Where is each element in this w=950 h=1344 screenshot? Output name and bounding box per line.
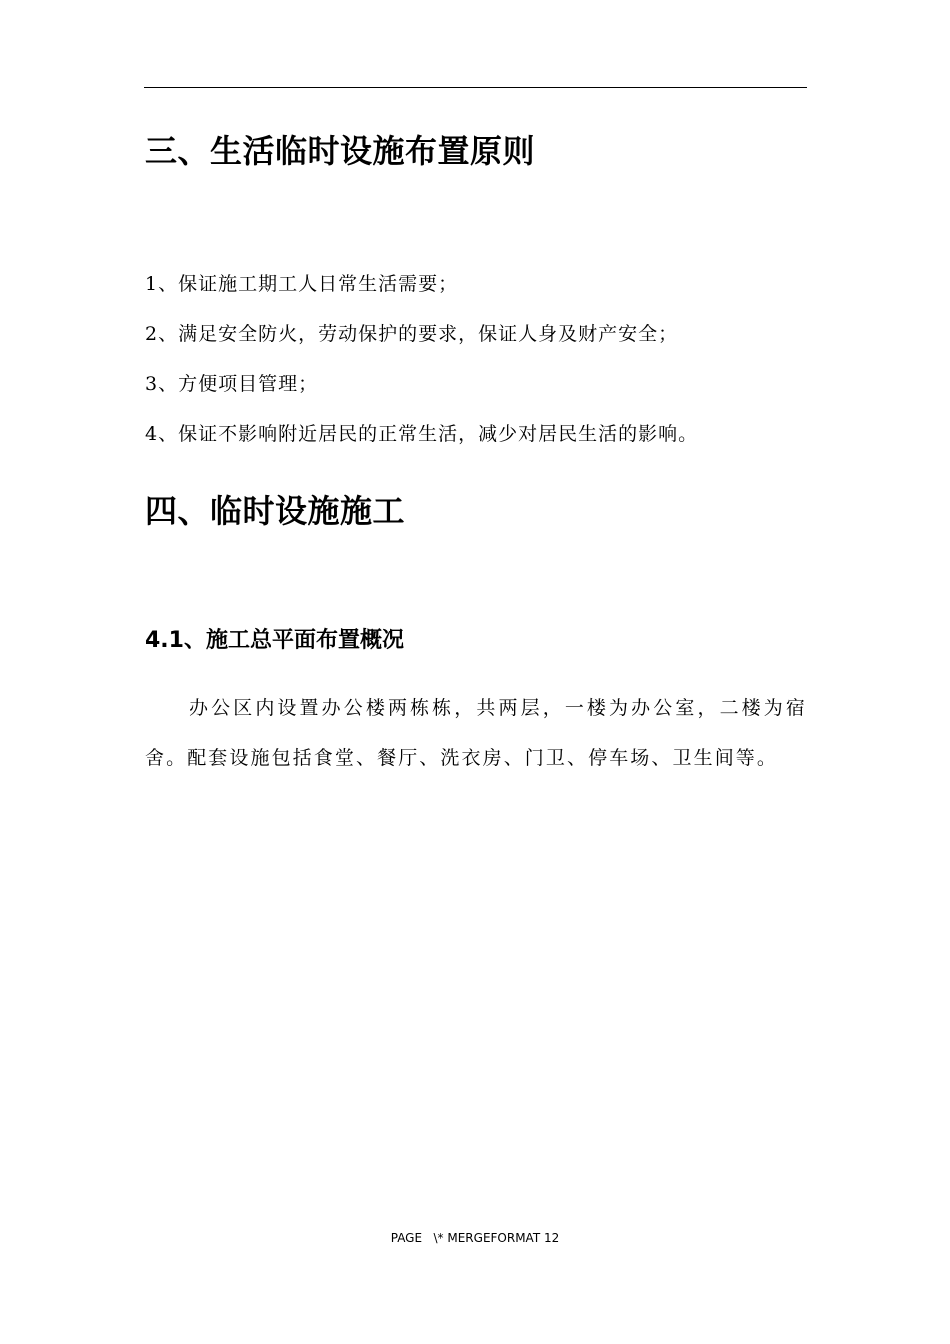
section-4-heading: 四、临时设施施工	[145, 492, 406, 530]
header-rule	[144, 87, 807, 88]
principle-item-3: 3、方便项目管理；	[145, 373, 319, 395]
subsection-4-1-heading: 4.1、施工总平面布置概况	[145, 628, 404, 653]
subsection-4-1-paragraph: 办公区内设置办公楼两栋栋，共两层，一楼为办公室，二楼为宿舍。配套设施包括食堂、餐厅、洗衣房、门卫、停车场、卫生间等。	[145, 697, 807, 769]
principle-item-1: 1、保证施工期工人日常生活需要；	[145, 273, 459, 295]
principle-item-4: 4、保证不影响附近居民的正常生活，减少对居民生活的影响。	[145, 423, 699, 445]
principle-item-2: 2、满足安全防火，劳动保护的要求，保证人身及财产安全；	[145, 323, 679, 345]
section-3-heading: 三、生活临时设施布置原则	[145, 132, 536, 170]
page-footer: PAGE \* MERGEFORMAT 12	[390, 1231, 560, 1245]
